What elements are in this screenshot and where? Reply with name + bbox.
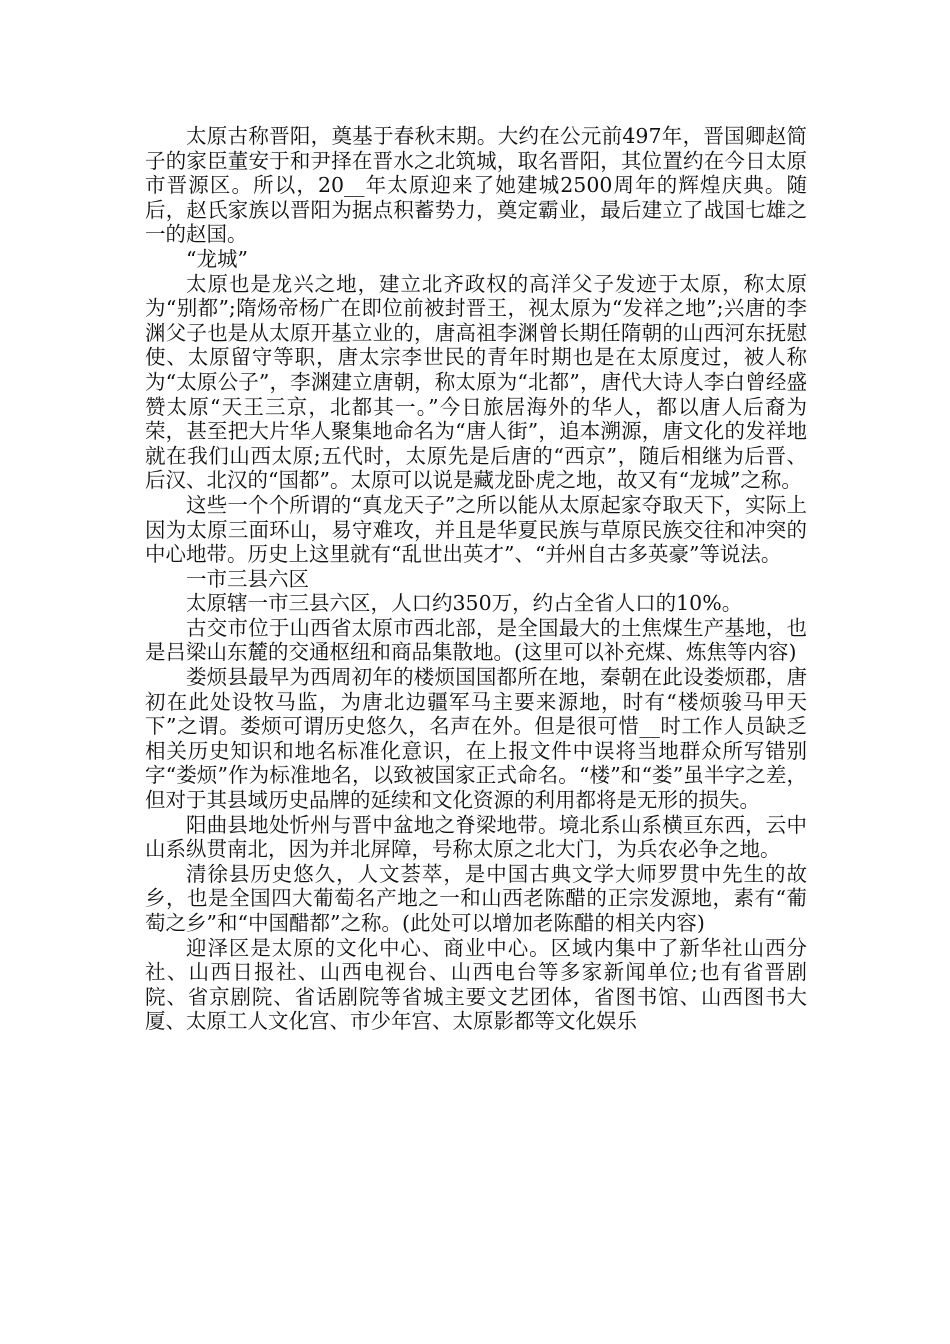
paragraph-yingze: 迎泽区是太原的文化中心、商业中心。区域内集中了新华社山西分社、山西日报社、山西电视台、山西电台等多家新闻单位;也有省晋剧院、省京剧院、省话剧院等省城主要文艺团体，省图书馆、山西图书大厦、太原工人文化宫、市少年宫、太原影都等文化娱乐 xyxy=(145,935,807,1034)
paragraph-gujiao: 古交市位于山西省太原市西北部，是全国最大的土焦煤生产基地，也是吕梁山东麓的交通枢纽和商品集散地。(这里可以补充煤、炼焦等内容) xyxy=(145,615,807,665)
document-page xyxy=(145,124,807,1034)
paragraph-loufan: 娄烦县最早为西周初年的楼烦国国都所在地，秦朝在此设娄烦郡，唐初在此处设牧马监，为唐北边疆军马主要来源地，时有“楼烦骏马甲天下”之谓。娄烦可谓历史悠久，名声在外。但是很可惜__时工作人员缺乏相关历史知识和地名标准化意识，在上报文件中误将当地群众所写错别字“娄烦”作为标准地名，以致被国家正式命名。“楼”和“娄”虽半字之差，但对于其县域历史品牌的延续和文化资源的利用都将是无形的损失。 xyxy=(145,665,807,813)
paragraph-true-dragon: 这些一个个所谓的“真龙天子”之所以能从太原起家夺取天下，实际上因为太原三面环山，易守难攻，并且是华夏民族与草原民族交往和冲突的中心地带。历史上这里就有“乱世出英才”、“并州自古多英豪”等说法。 xyxy=(145,492,807,567)
paragraph-yangqu: 阳曲县地处忻州与晋中盆地之脊梁地带。境北系山系横亘东西，云中山系纵贯南北，因为并北屏障，号称太原之北大门，为兵农必争之地。 xyxy=(145,812,807,862)
paragraph-population: 太原辖一市三县六区，人口约350万，约占全省人口的10%。 xyxy=(186,591,743,616)
section-heading-districts: 一市三县六区 xyxy=(186,566,309,591)
paragraph-jinyang-origin: 太原古称晋阳，奠基于春秋末期。大约在公元前497年，晋国卿赵简子的家臣董安于和尹择在晋水之北筑城，取名晋阳，其位置约在今日太原市晋源区。所以，20__年太原迎来了她建城2500周年的辉煌庆典。随后，赵氏家族以晋阳为据点积蓄势力，奠定霸业，最后建立了战国七雄之一的赵国。 xyxy=(145,124,807,247)
section-heading-dragon-city: “龙城” xyxy=(186,246,248,271)
paragraph-dragon-city: 太原也是龙兴之地，建立北齐政权的高洋父子发迹于太原，称太原为“别都”;隋炀帝杨广在即位前被封晋王，视太原为“发祥之地”;兴唐的李渊父子也是从太原开基立业的，唐高祖李渊曾长期任隋朝的山西河东抚慰使、太原留守等职，唐太宗李世民的青年时期也是在太原度过，被人称为“太原公子”，李渊建立唐朝，称太原为“北都”，唐代大诗人李白曾经盛赞太原“天王三京，北都其一。”今日旅居海外的华人，都以唐人后裔为荣，甚至把大片华人聚集地命名为“唐人街”，追本溯源，唐文化的发祥地就在我们山西太原;五代时，太原先是后唐的“西京”，随后相继为后晋、后汉、北汉的“国都”。太原可以说是藏龙卧虎之地，故又有“龙城”之称。 xyxy=(145,271,807,493)
paragraph-qingxu: 清徐县历史悠久，人文荟萃，是中国古典文学大师罗贯中先生的故乡，也是全国四大葡萄名产地之一和山西老陈醋的正宗发源地，素有“葡萄之乡”和“中国醋都”之称。(此处可以增加老陈醋的相关内容) xyxy=(145,861,807,935)
